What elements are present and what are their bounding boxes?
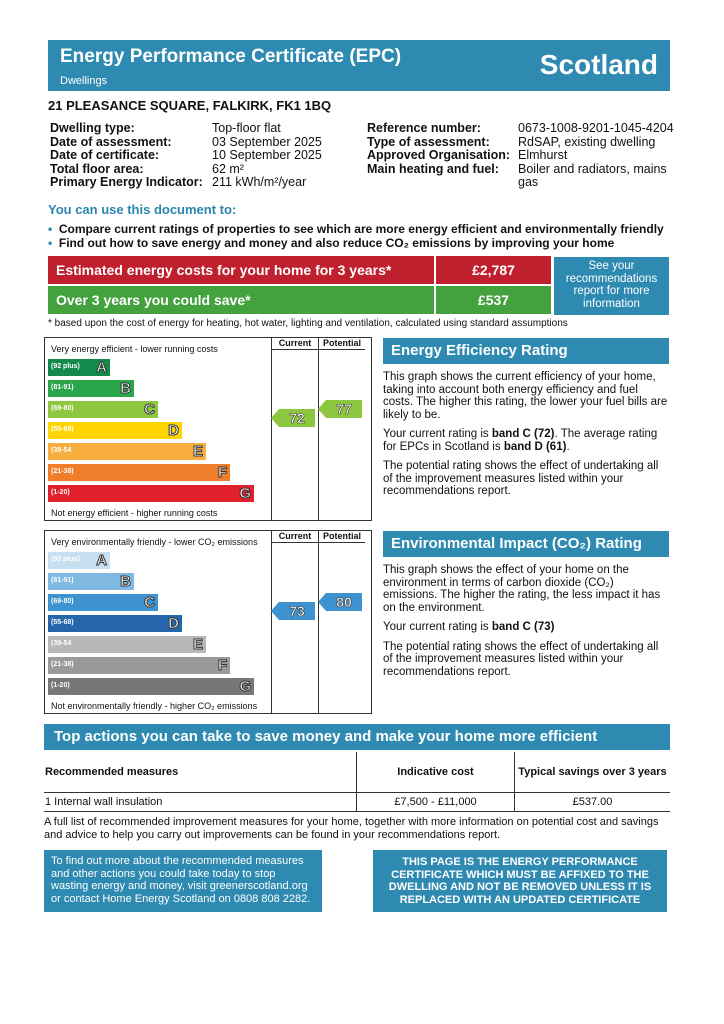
chart-top-label: Very energy efficient - lower running costs [51,344,218,354]
chart-top-label: Very environmentally friendly - lower CO₂ emissions [51,537,258,547]
eer-text [383,371,669,505]
savings-bar [48,286,434,314]
detail-value: Boiler and radiators, mains gas [518,161,667,189]
potential-rating-arrow: 77 [326,400,362,418]
full-list-note: A full list of recommended improvement measures for your home, together with more information on potential cost and savings and advice to help you carry out improvements can be found in your recommendations report. [44,816,659,841]
estimated-costs-value: £2,787 [436,256,551,284]
text-run: . [566,440,570,453]
column-divider [318,531,319,713]
potential-rating-arrow: 80 [326,593,362,611]
detail-label: Date of assessment: [50,134,172,149]
find-out-more-box: To find out more about the recommended measures and other actions you could take today to stop wasting energy and money, visit greenerscotland.org or contact Home Energy Scotland on 0808 808 2282. [44,850,322,912]
rating-band-b [48,380,134,397]
detail-label: Primary Energy Indicator: [50,175,203,189]
affix-notice-box: THIS PAGE IS THE ENERGY PERFORMANCE CERTIFICATE WHICH MUST BE AFFIXED TO THE DWELLING AND NOT BE REMOVED UNLESS IT IS REPLACED WITH AN UPDATED CERTIFICATE [373,850,667,912]
details-left-values [212,122,362,190]
band-letter: F [217,657,227,674]
current-band: band C (72) [491,428,555,440]
band-letter: A [96,359,107,376]
band-range: (81-91) [51,384,74,391]
rating-band-a [48,552,110,569]
bullet-item: • Compare current ratings of properties to see which are more energy efficient and environmentally friendly [48,222,664,236]
detail-label: Main heating and fuel: [367,161,499,176]
current-header: Current [272,531,318,543]
rating-band-g [48,485,254,502]
detail-label: Date of certificate: [50,148,160,162]
band-letter: F [217,464,227,481]
band-range: (69-80) [51,598,74,605]
text-run: Your current rating is [383,428,492,440]
use-heading: You can use this document to: [48,202,237,217]
band-letter: D [168,615,179,632]
eir-text [383,564,669,685]
rating-band-g [48,678,254,695]
detail-label: Total floor area: [50,161,144,176]
band-range: (39-54 [51,640,72,647]
current-rating-arrow: 72 [279,409,315,427]
band-letter: C [144,401,155,418]
detail-value: 03 September 2025 [212,134,322,149]
band-range: (55-68) [51,619,74,626]
detail-label: Reference number: [367,121,481,135]
eer-paragraph: This graph shows the current efficiency of your home, taking into account both energy efficiency and fuel costs. The higher this rating, the lower your fuel bills are likely to be. [383,371,668,421]
rating-band-f [48,657,230,674]
current-header: Current [272,338,318,350]
band-range: (21-38) [51,661,74,668]
region-label: Scotland [539,49,658,80]
rating-band-c [48,401,158,418]
chart-bottom-label: Not environmentally friendly - higher CO₂ emissions [51,701,258,711]
see-recommendations-box: See your recommendations report for more information [554,257,669,315]
epc-header [48,40,670,91]
environmental-impact-chart [44,530,372,714]
eer-paragraph [383,428,669,453]
cost-footnote: * based upon the cost of energy for heating, hot water, lighting and ventilation, calculated using standard assumptions [48,318,568,329]
current-rating-arrow: 73 [279,602,315,620]
band-range: (81-91) [51,577,74,584]
detail-value: Elmhurst [518,148,568,162]
rating-band-b [48,573,134,590]
column-divider [271,531,272,713]
band-letter: B [120,573,131,590]
bullet-text: Find out how to save energy and money and also reduce CO₂ emissions by improving your home [58,236,615,250]
eir-heading: Environmental Impact (CO₂) Rating [383,531,669,557]
band-range: (92 plus) [51,363,80,370]
band-letter: D [168,422,179,439]
savings-label: Over 3 years you could save* [56,292,251,308]
band-letter: E [192,636,203,653]
measures-table [44,752,670,812]
detail-value: Top-floor flat [212,121,281,135]
detail-label: Approved Organisation: [367,148,511,162]
band-letter: E [192,443,203,460]
rating-band-e [48,443,206,460]
estimated-costs-bar [48,256,434,284]
detail-value: RdSAP, existing dwelling [518,134,656,149]
column-divider [318,338,319,520]
page-subtitle: Dwellings [60,75,108,87]
band-range: (39-54 [51,447,72,454]
energy-efficiency-chart [44,337,372,521]
eer-heading: Energy Efficiency Rating [383,338,669,364]
saving-cell: £537.00 [515,793,671,812]
band-letter: C [144,594,155,611]
eir-paragraph: This graph shows the effect of your home on the environment in terms of carbon dioxide (CO₂) emissions. The higher the rating, the less impact it has on the environment. [383,564,661,614]
detail-value: 10 September 2025 [212,148,322,162]
detail-value: 211 kWh/m²/year [212,175,307,189]
band-range: (21-38) [51,468,74,475]
rating-band-e [48,636,206,653]
detail-label: Dwelling type: [50,121,135,135]
detail-value: 62 m² [212,161,244,176]
rating-band-c [48,594,158,611]
band-letter: G [239,678,251,695]
estimated-costs-label: Estimated energy costs for your home for 3 years* [56,262,392,278]
top-actions-heading: Top actions you can take to save money and make your home more efficient [44,724,670,750]
potential-header: Potential [319,531,365,543]
measures-header: Recommended measures [44,752,357,793]
current-band: band C (73) [491,621,555,633]
detail-label: Type of assessment: [367,134,490,149]
average-band: band D (61) [503,440,567,453]
table-header-row [44,752,670,793]
band-range: (69-80) [51,405,74,412]
rating-band-d [48,422,182,439]
rating-band-f [48,464,230,481]
property-address: 21 PLEASANCE SQUARE, FALKIRK, FK1 1BQ [48,98,332,113]
savings-value: £537 [436,286,551,314]
details-right-labels [367,122,517,176]
detail-value: 0673-1008-9201-1045-4204 [518,121,674,135]
bullet-item: • Find out how to save energy and money and also reduce CO₂ emissions by improving your home [48,236,615,250]
savings-header: Typical savings over 3 years [515,752,671,793]
eir-paragraph: The potential rating shows the effect of undertaking all of the improvement measures listed within your recommendations report. [383,640,659,678]
details-right-values [518,122,678,190]
measure-cell: 1 Internal wall insulation [44,793,357,812]
cost-cell: £7,500 - £11,000 [357,793,515,812]
eer-paragraph: The potential rating shows the effect of undertaking all of the improvement measures listed within your recommendations report. [383,460,659,497]
chart-bottom-label: Not energy efficient - higher running costs [51,508,218,518]
rating-band-a [48,359,110,376]
band-letter: A [96,552,107,569]
cost-header: Indicative cost [357,752,515,793]
page-title: Energy Performance Certificate (EPC) [60,46,402,67]
column-divider [271,338,272,520]
text-run: Your current rating is [383,621,492,633]
rating-band-d [48,615,182,632]
band-range: (1-20) [51,489,70,496]
details-left-labels [50,122,210,190]
band-range: (92 plus) [51,556,80,563]
band-letter: G [239,485,251,502]
band-letter: B [120,380,131,397]
table-row [44,793,670,812]
eir-paragraph [383,621,669,634]
band-range: (1-20) [51,682,70,689]
bullet-text: Compare current ratings of properties to see which are more energy efficient and environmentally friendly [58,222,664,236]
band-range: (55-68) [51,426,74,433]
text-run: . The average rating for EPCs in Scotland is [383,428,658,453]
potential-header: Potential [319,338,365,350]
